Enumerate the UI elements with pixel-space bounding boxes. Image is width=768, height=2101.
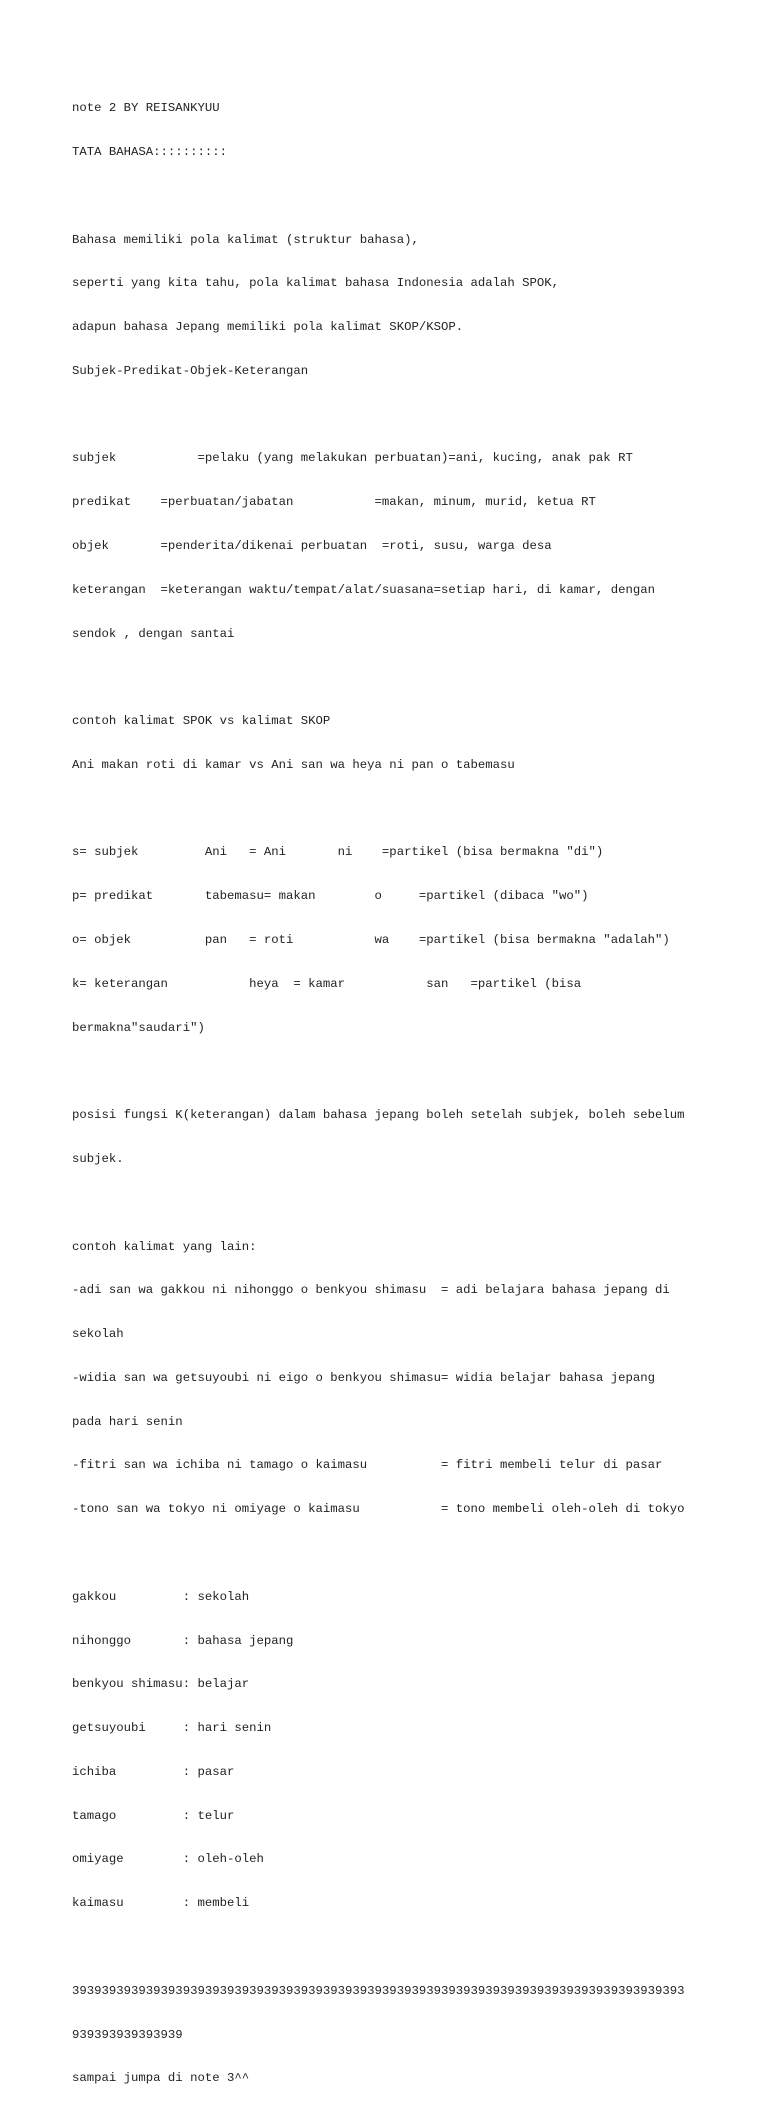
doc-line — [72, 1196, 712, 1211]
doc-line: sampai jumpa di note 3^^ — [72, 2071, 250, 2086]
doc-line: Subjek-Predikat-Objek-Keterangan — [72, 363, 309, 378]
doc-line: -fitri san wa ichiba ni tamago o kaimasu = fitri membeli telur di pasar — [72, 1458, 663, 1473]
doc-line: kaimasu : membeli — [72, 1896, 250, 1911]
doc-line — [72, 670, 712, 685]
doc-line: pada hari senin — [72, 1414, 183, 1429]
doc-line: subjek =pelaku (yang melakukan perbuatan)=ani, kucing, anak pak RT — [72, 451, 633, 466]
doc-line: Bahasa memiliki pola kalimat (struktur bahasa), — [72, 232, 419, 247]
doc-line: k= keterangan heya = kamar san =partikel (bisa — [72, 976, 582, 991]
doc-line: subjek. — [72, 1151, 124, 1166]
doc-line: -adi san wa gakkou ni nihonggo o benkyou shimasu = adi belajara bahasa jepang di — [72, 1283, 670, 1298]
doc-line: sendok , dengan santai — [72, 626, 235, 641]
doc-line: sekolah — [72, 1327, 124, 1342]
doc-line: note 2 BY REISANKYUU — [72, 101, 220, 116]
doc-line: 939393939393939 — [72, 2027, 183, 2042]
doc-line — [72, 189, 712, 204]
doc-line — [72, 1546, 712, 1561]
doc-line: 39393939393939393939393939393939393939393939393939393939393939393939393939393939393 — [72, 1983, 685, 1998]
doc-line: predikat =perbuatan/jabatan =makan, minum, murid, ketua RT — [72, 495, 596, 510]
document-body — [72, 72, 712, 2101]
doc-line: s= subjek Ani = Ani ni =partikel (bisa bermakna "di") — [72, 845, 604, 860]
doc-line: o= objek pan = roti wa =partikel (bisa bermakna "adalah") — [72, 933, 670, 948]
doc-line: Ani makan roti di kamar vs Ani san wa heya ni pan o tabemasu — [72, 757, 515, 772]
doc-line: getsuyoubi : hari senin — [72, 1721, 272, 1736]
doc-line: posisi fungsi K(keterangan) dalam bahasa jepang boleh setelah subjek, boleh sebelum — [72, 1108, 685, 1123]
doc-line: p= predikat tabemasu= makan o =partikel (dibaca "wo") — [72, 889, 589, 904]
doc-line: keterangan =keterangan waktu/tempat/alat/suasana=setiap hari, di kamar, dengan — [72, 582, 655, 597]
doc-line: adapun bahasa Jepang memiliki pola kalimat SKOP/KSOP. — [72, 320, 464, 335]
doc-line: omiyage : oleh-oleh — [72, 1852, 264, 1867]
doc-line: objek =penderita/dikenai perbuatan =roti, susu, warga desa — [72, 539, 552, 553]
doc-line: gakkou : sekolah — [72, 1589, 250, 1604]
doc-line — [72, 408, 712, 423]
doc-line: contoh kalimat yang lain: — [72, 1239, 257, 1254]
doc-line: ichiba : pasar — [72, 1764, 235, 1779]
doc-line — [72, 1064, 712, 1079]
doc-line — [72, 802, 712, 817]
doc-line: tamago : telur — [72, 1808, 235, 1823]
doc-line: contoh kalimat SPOK vs kalimat SKOP — [72, 714, 331, 729]
doc-line: seperti yang kita tahu, pola kalimat bahasa Indonesia adalah SPOK, — [72, 276, 560, 291]
doc-line: benkyou shimasu: belajar — [72, 1677, 250, 1692]
doc-line: bermakna"saudari") — [72, 1020, 205, 1035]
doc-line: -tono san wa tokyo ni omiyage o kaimasu = tono membeli oleh-oleh di tokyo — [72, 1502, 685, 1517]
doc-line: -widia san wa getsuyoubi ni eigo o benkyou shimasu= widia belajar bahasa jepang — [72, 1370, 655, 1385]
doc-line — [72, 1940, 712, 1955]
doc-line: nihonggo : bahasa jepang — [72, 1633, 294, 1648]
doc-line: TATA BAHASA:::::::::: — [72, 144, 227, 159]
